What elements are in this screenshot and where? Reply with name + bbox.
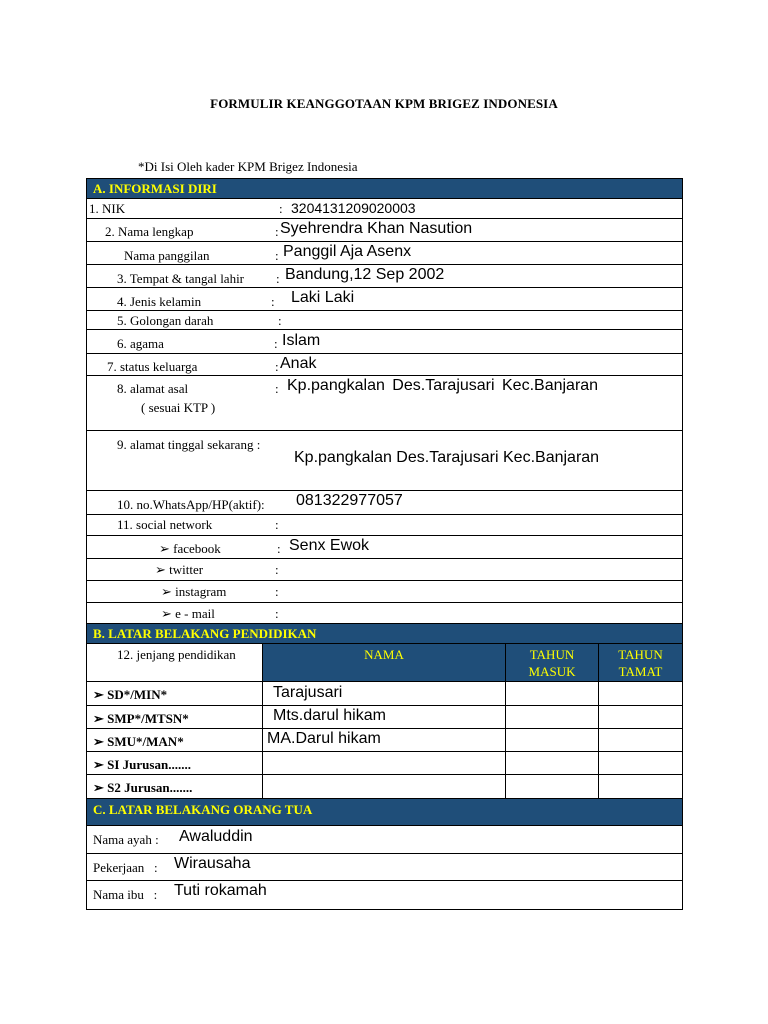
row-jenis-kelamin <box>87 288 682 311</box>
education-row <box>87 729 682 752</box>
ayah-label: Nama ayah : <box>93 832 159 847</box>
year-out-cell[interactable] <box>599 775 682 798</box>
agama-label: 6. agama <box>117 336 164 351</box>
email-colon: : <box>275 606 279 621</box>
level-cell <box>87 729 263 751</box>
row-nama-ayah <box>87 826 682 854</box>
education-row <box>87 752 682 775</box>
level-label: ➢ SMU*/MAN* <box>93 734 184 749</box>
school-name[interactable]: Tarajusari <box>273 684 343 701</box>
year-out-cell[interactable] <box>599 682 682 705</box>
membership-form <box>86 178 683 910</box>
alamat-asal-value[interactable]: Kp.pangkalan Des.Tarajusari Kec.Banjaran <box>287 377 599 394</box>
education-header-row <box>87 644 682 682</box>
year-in-cell[interactable] <box>506 752 599 774</box>
col-nama-header: NAMA <box>263 644 506 681</box>
pekerjaan-label: Pekerjaan : <box>93 860 158 875</box>
school-name-cell[interactable] <box>263 775 506 798</box>
education-row <box>87 682 682 706</box>
row-facebook <box>87 536 682 559</box>
agama-colon: : <box>274 336 278 351</box>
facebook-label: ➢ facebook <box>159 541 221 556</box>
year-out-cell[interactable] <box>599 729 682 751</box>
jk-colon: : <box>271 294 275 309</box>
row-nik <box>87 199 682 219</box>
ttl-colon: : <box>276 271 280 286</box>
form-note: *Di Isi Oleh kader KPM Brigez Indonesia <box>138 159 358 174</box>
form-title: FORMULIR KEANGGOTAAN KPM BRIGEZ INDONESIA <box>210 96 558 111</box>
row-pekerjaan <box>87 854 682 881</box>
level-cell <box>87 706 263 728</box>
year-in-cell[interactable] <box>506 706 599 728</box>
row-email <box>87 603 682 624</box>
wa-label: 10. no.WhatsApp/HP(aktif): <box>117 497 265 512</box>
wa-value[interactable]: 081322977057 <box>296 492 403 509</box>
year-in-cell[interactable] <box>506 682 599 705</box>
col-tamat-header: TAHUN TAMAT <box>599 644 682 681</box>
level-label: ➢ S2 Jurusan....... <box>93 780 193 795</box>
agama-value[interactable]: Islam <box>282 332 321 349</box>
social-colon: : <box>275 517 279 532</box>
ibu-value[interactable]: Tuti rokamah <box>174 882 267 899</box>
nik-label: 1. NIK <box>89 201 126 216</box>
email-label: ➢ e - mail <box>161 606 215 621</box>
goldar-label: 5. Golongan darah <box>117 313 214 328</box>
ttl-value[interactable]: Bandung,12 Sep 2002 <box>285 266 445 283</box>
year-out-cell[interactable] <box>599 706 682 728</box>
school-name-cell[interactable] <box>263 752 506 774</box>
year-in-cell[interactable] <box>506 729 599 751</box>
status-label: 7. status keluarga <box>107 359 198 374</box>
instagram-label: ➢ instagram <box>161 584 227 599</box>
jk-label: 4. Jenis kelamin <box>117 294 202 309</box>
row-nama-ibu <box>87 881 682 909</box>
row-whatsapp <box>87 491 682 515</box>
facebook-value[interactable]: Senx Ewok <box>289 537 370 554</box>
row-alamat-asal <box>87 376 682 431</box>
row-agama <box>87 330 682 354</box>
facebook-colon: : <box>277 541 281 556</box>
row-nama-lengkap <box>87 219 682 242</box>
level-label: ➢ SI Jurusan....... <box>93 757 191 772</box>
jenjang-label: 12. jenjang pendidikan <box>117 647 236 662</box>
row-social-network <box>87 515 682 536</box>
school-name-cell[interactable] <box>263 706 506 728</box>
year-in-cell[interactable] <box>506 775 599 798</box>
level-cell <box>87 752 263 774</box>
panggilan-value[interactable]: Panggil Aja Asenx <box>283 243 412 260</box>
education-row <box>87 775 682 799</box>
level-label: ➢ SMP*/MTSN* <box>93 711 189 726</box>
instagram-colon: : <box>275 584 279 599</box>
row-instagram <box>87 581 682 603</box>
row-alamat-tinggal <box>87 431 682 491</box>
twitter-colon: : <box>275 562 279 577</box>
col-masuk-header: TAHUN MASUK <box>506 644 599 681</box>
ayah-value[interactable]: Awaluddin <box>179 828 253 845</box>
nama-label: 2. Nama lengkap <box>105 224 194 239</box>
row-golongan-darah <box>87 311 682 330</box>
nik-colon: : <box>279 201 283 216</box>
status-value[interactable]: Anak <box>280 355 317 372</box>
pekerjaan-value[interactable]: Wirausaha <box>174 855 251 872</box>
school-name-cell[interactable] <box>263 682 506 705</box>
row-nama-panggilan <box>87 242 682 265</box>
education-row <box>87 706 682 729</box>
alamat-asal-sub: ( sesuai KTP ) <box>141 400 216 415</box>
panggilan-label: Nama panggilan <box>124 248 210 263</box>
panggilan-colon: : <box>275 248 279 263</box>
row-ttl <box>87 265 682 288</box>
alamat-asal-label: 8. alamat asal <box>117 381 189 396</box>
section-b-header: B. LATAR BELAKANG PENDIDIKAN <box>87 624 682 644</box>
section-c-header: C. LATAR BELAKANG ORANG TUA <box>87 799 682 826</box>
twitter-label: ➢ twitter <box>155 562 204 577</box>
school-name-cell[interactable] <box>263 729 506 751</box>
row-status-keluarga <box>87 354 682 376</box>
social-label: 11. social network <box>117 517 213 532</box>
ttl-label: 3. Tempat & tangal lahir <box>117 271 245 286</box>
goldar-colon: : <box>278 313 282 328</box>
nama-value[interactable]: Syehrendra Khan Nasution <box>280 220 473 237</box>
status-colon: : <box>275 359 279 374</box>
ibu-label: Nama ibu : <box>93 887 158 902</box>
jk-value[interactable]: Laki Laki <box>291 289 355 306</box>
school-name[interactable]: MA.Darul hikam <box>267 730 381 747</box>
alamat-tinggal-value[interactable]: Kp.pangkalan Des.Tarajusari Kec.Banjaran <box>294 449 600 466</box>
alamat-asal-colon: : <box>275 381 279 396</box>
level-label: ➢ SD*/MIN* <box>93 687 168 702</box>
year-out-cell[interactable] <box>599 752 682 774</box>
school-name[interactable]: Mts.darul hikam <box>273 707 386 724</box>
alamat-tinggal-label: 9. alamat tinggal sekarang : <box>117 437 261 452</box>
nama-colon: : <box>275 224 279 239</box>
section-a-header: A. INFORMASI DIRI <box>87 179 682 199</box>
row-twitter <box>87 559 682 581</box>
jenjang-header-cell <box>87 644 263 681</box>
level-cell <box>87 775 263 798</box>
nik-value[interactable]: 3204131209020003 <box>291 200 416 216</box>
level-cell <box>87 682 263 705</box>
